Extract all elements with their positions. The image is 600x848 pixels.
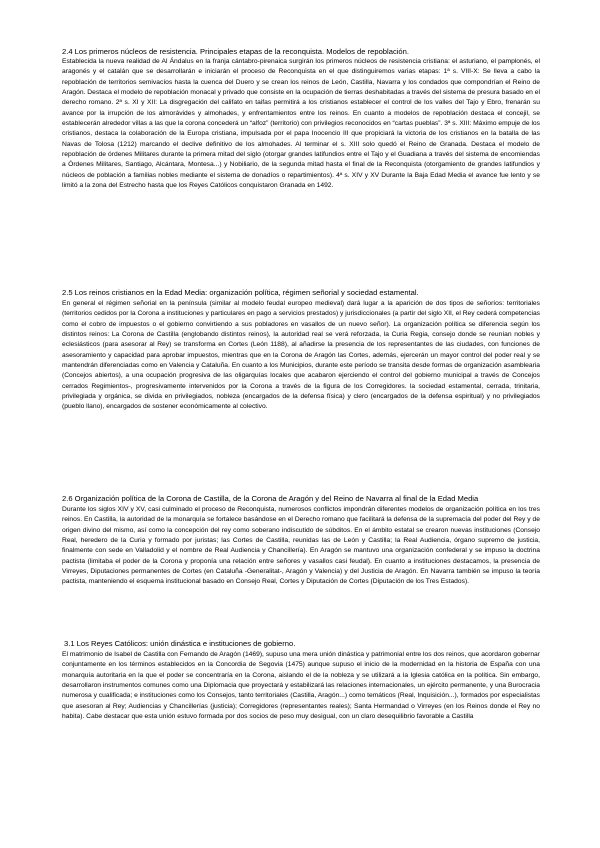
section-body-3-1: El matrimonio de Isabel de Castilla con Fernando de Aragón (1469), supuso una mera unión dinástica y patrimonial entre los dos reinos, que acordaron gobernar conjuntamente en los términos establecidos en la Concordia de Segovia (1475) aunque supuso el inicio de la modernidad en la historia de España con una monarquía autoritaria en la que el poder se concentraría en la Corona, aislando el de la nobleza y se utilizará a la Iglesia católica en la política. Sin embargo, desarrollaron instrumentos comunes como una Diplomacia que proyectará y estabilizará las relaciones internacionales, un ejército permanente, y una Burocracia numerosa y cualificada; e instituciones como los Consejos, tanto territoriales (Castilla, Aragón...) como temáticos (Real, Inquisición...), formados por especialistas que asesoran al Rey; Audiencias y Chancillerías (justicia); Corregidores (representantes reales); Santa Hermandad o Virreyes (en los Reinos donde el Rey no habita). Cabe destacar que esta unión estuvo formada por dos socios de peso muy desigual, con un claro desequilibrio favorable a Castilla [62,651,540,721]
section-body-2-6: Durante los siglos XIV y XV, casi culminado el proceso de Reconquista, numerosos conflictos impondrán diferentes modelos de organización política en los tres reinos. En Castilla, la autoridad de la monarquía se fortalece basándose en el Derecho romano que facilitará la defensa de la supremacía del poder del Rey y de origen divino del mismo, así como la concepción del rey como soberano indiscutido de súbditos. En el ámbito estatal se crearon nuevas instituciones (Consejo Real, heredero de la Curia y formado por juristas; las Cortes de Castilla, reunidas las de León y Castilla; la Real Audiencia, órgano supremo de justicia, finalmente con sede en Valladolid y el nombre de Real Audiencia y Chancillería). En Aragón se mantuvo una organización confederal y se impuso la doctrina pactista (limitaba el poder de la Corona y proponía una relación entre señores y vasallos casi feudal). En cuanto a instituciones destacamos, la presencia de Virreyes, Diputaciones permanentes de Cortes (en Cataluña -Generalitat-, Aragón y Valencia) y del Justicia de Aragón. En Navarra también se impuso la teoría pactista, manteniendo el esquema institucional basado en Consejo Real, Cortes y Diputación de Cortes (Diputación de los Tres Estados). [62,506,540,586]
section-body-2-5: En general el régimen señorial en la península (similar al modelo feudal europeo medieval) dará lugar a la aparición de dos tipos de señoríos: territoriales (territorios cedidos por la Corona a instituciones y particulares en pago a servicios prestados) y jurisdiccionales (a partir del siglo XII, el Rey cederá competencias como el cobro de impuestos o el gobierno convirtiendo a sus pobladores en vasallos de un nuevo señor). La organización política se diferencia según los distintos reinos: La Corona de Castilla (englobando distintos reinos), la autoridad real se verá reforzada, la Curia Regia, consejo donde se reunían nobles y eclesiásticos (para asesorar al Rey) se transforma en Cortes (León 1188), al añadirse la presencia de los representantes de las ciudades, con funciones de asesoramiento y capacidad para aprobar impuestos, mientras que en la Corona de Aragón las Cortes, además, ejercerán un mayor control del poder real y se mantendrán diferenciadas como en Valencia y Cataluña. En cuanto a los Municipios, durante este período se transita desde formas de organización asamblearia (Concejos abiertos), a una ocupación progresiva de las oligarquías locales que acabaron ejerciendo el control del gobierno municipal a través de Concejos cerrados Regimientos-, progresivamente intervenidos por la Corona a través de la figura de los Corregidores. la sociedad estamental, cerrada, trinitaria, privilegiada y orgánica, se divida en privilegiados, nobleza (encargados de la defensa física) y clero (encargados de la defensa espiritual) y no privilegiados (pueblo llano), encargados de sostener económicamente al colectivo. [62,300,540,411]
section-body-2-4: Establecida la nueva realidad de Al Ándalus en la franja cántabro-pirenaica surgirán los primeros núcleos de resistencia cristiana: el asturiano, el pamplonés, el aragonés y el catalán que se desarrollarán e iniciarán el proceso de Reconquista en el que distinguiremos varias etapas: 1ª s. VIII-X: Se lleva a cabo la repoblación de territorios semivacíos hasta la cuenca del Duero y se crean los reinos de León, Castilla, Navarra y los condados que compondrían el Reino de Aragón. Destaca el modelo de repoblación monacal y privado que consiste en la ocupación de tierras deshabitadas a través del sistema de presura basado en el derecho romano. 2ª s. XI y XII: La disgregación del califato en taifas permitirá a los cristianos establecer el control de los valles del Tajo y Ebro, frenarán su avance por la irrupción de los almorávides y almohades, y enfrentamientos entre los reinos. En cuanto a modelos de repoblación destaca el concejil, se establecerán alrededor villas a las que la corona concederá un “alfoz” (territorio) con privilegios reconocidos en “cartas pueblas”. 3ª s. XIII: Máximo empuje de los cristianos, destaca la colaboración de la Europa cristiana, impulsada por el papa Inocencio III que propiciará la victoria de los cristianos en la batalla de las Navas de Tolosa (1212) marcando el declive definitivo de los almohades. Al terminar el s. XIII solo quedó el Reino de Granada. Destaca el modelo de repoblación de órdenes Militares durante la primera mitad del siglo (otorgar grandes latifundios entre el Tajo y el Guadiana a través del sistema de encomiendas a Órdenes Militares, Santiago, Alcántara, Montesa...) y Nobiliario, de la segunda mitad hasta el final de la Reconquista (otorgamiento de grandes latifundios y núcleos de población a familias nobles mediante el sistema de donadíos o repartimientos). 4ª s. XIV y XV Durante la Baja Edad Media el avance fue lento y se limitó a la zona del Estrecho hasta que los Reyes Católicos conquistaron Granada en 1492. [62,58,540,190]
section-title-2-4: 2.4 Los primeros núcleos de resistencia. Principales etapas de la reconquista. Modelos de repoblación. [62,47,409,57]
section-title-2-5: 2.5 Los reinos cristianos en la Edad Media: organización política, régimen señorial y sociedad estamental. [62,288,419,298]
section-title-3-1: 3.1 Los Reyes Católicos: unión dinástica e instituciones de gobierno. [64,639,296,649]
section-title-2-6: 2.6 Organización política de la Corona de Castilla, de la Corona de Aragón y del Reino de Navarra al final de la Edad Media [62,494,479,504]
